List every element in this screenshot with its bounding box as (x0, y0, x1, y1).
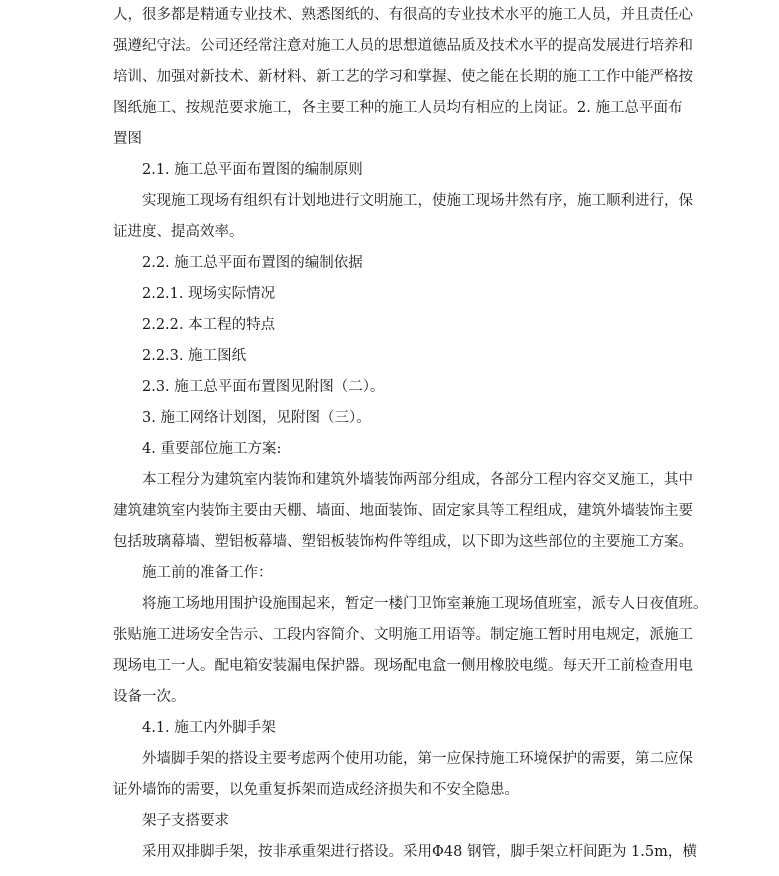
section-heading-4: 4. 重要部位施工方案: (142, 441, 282, 457)
section-heading-2-2-2: 2.2.2. 本工程的特点 (142, 317, 276, 333)
text-line-28: 采用双排脚手架，按非承重架进行搭设。采用Φ48 钢管，脚手架立杆间距为 1.5m，横 (142, 844, 697, 860)
subheading-preparation: 施工前的准备工作： (142, 565, 273, 581)
section-heading-4-1: 4.1. 施工内外脚手架 (142, 720, 276, 736)
text-line-25: 外墙脚手架的搭设主要考虑两个使用功能，第一应保持施工环境保护的需要，第二应保 (142, 751, 693, 767)
text-line-17: 建筑建筑室内装饰主要由天棚、墙面、地面装饰、固定家具等工程组成，建筑外墙装饰主要 (113, 503, 693, 519)
section-heading-2-2-1: 2.2.1. 现场实际情况 (142, 286, 276, 302)
text-line-7: 实现施工现场有组织有计划地进行文明施工，使施工现场井然有序，施工顺利进行，保 (142, 193, 693, 209)
section-heading-2-1: 2.1. 施工总平面布置图的编制原则 (142, 162, 363, 178)
text-line-22: 现场电工一人。配电箱安装漏电保护器。现场配电盒一侧用橡胶电缆。每天开工前检查用电 (113, 658, 693, 674)
text-line-16: 本工程分为建筑室内装饰和建筑外墙装饰两部分组成，各部分工程内容交叉施工，其中 (142, 472, 693, 488)
subheading-scaffold-requirements: 架子支搭要求 (142, 813, 229, 829)
text-line-20: 将施工场地用围护设施围起来，暂定一楼门卫饰室兼施工现场值班室，派专人日夜值班。 (142, 596, 708, 612)
section-heading-2-2: 2.2. 施工总平面布置图的编制依据 (142, 255, 363, 271)
text-line-4: 图纸施工、按规范要求施工，各主要工种的施工人员均有相应的上岗证。2. 施工总平面布 (113, 100, 683, 116)
text-line-3: 培训、加强对新技术、新材料、新工艺的学习和掌握、使之能在长期的施工工作中能严格按 (113, 69, 693, 85)
text-line-21: 张贴施工进场安全告示、工段内容简介、文明施工用语等。制定施工暂时用电规定，派施工 (113, 627, 693, 643)
text-line-2: 强遵纪守法。公司还经常注意对施工人员的思想道德品质及技术水平的提高发展进行培养和 (113, 38, 693, 54)
section-heading-3: 3. 施工网络计划图，见附图（三）。 (142, 410, 371, 426)
text-line-1: 人，很多都是精通专业技术、熟悉图纸的、有很高的专业技术水平的施工人员，并且责任心 (113, 7, 693, 23)
text-line-18: 包括玻璃幕墙、塑铝板幕墙、塑铝板装饰构件等组成，以下即为这些部位的主要施工方案。 (113, 534, 693, 550)
section-heading-2-3: 2.3. 施工总平面布置图见附图（二）。 (142, 379, 385, 395)
text-line-8: 证进度、提高效率。 (113, 224, 244, 240)
text-line-26: 证外墙饰的需要，以免重复拆架而造成经济损失和不安全隐患。 (113, 782, 519, 798)
text-line-23: 设备一次。 (113, 689, 186, 705)
text-line-5: 置图 (113, 131, 142, 147)
section-heading-2-2-3: 2.2.3. 施工图纸 (142, 348, 247, 364)
